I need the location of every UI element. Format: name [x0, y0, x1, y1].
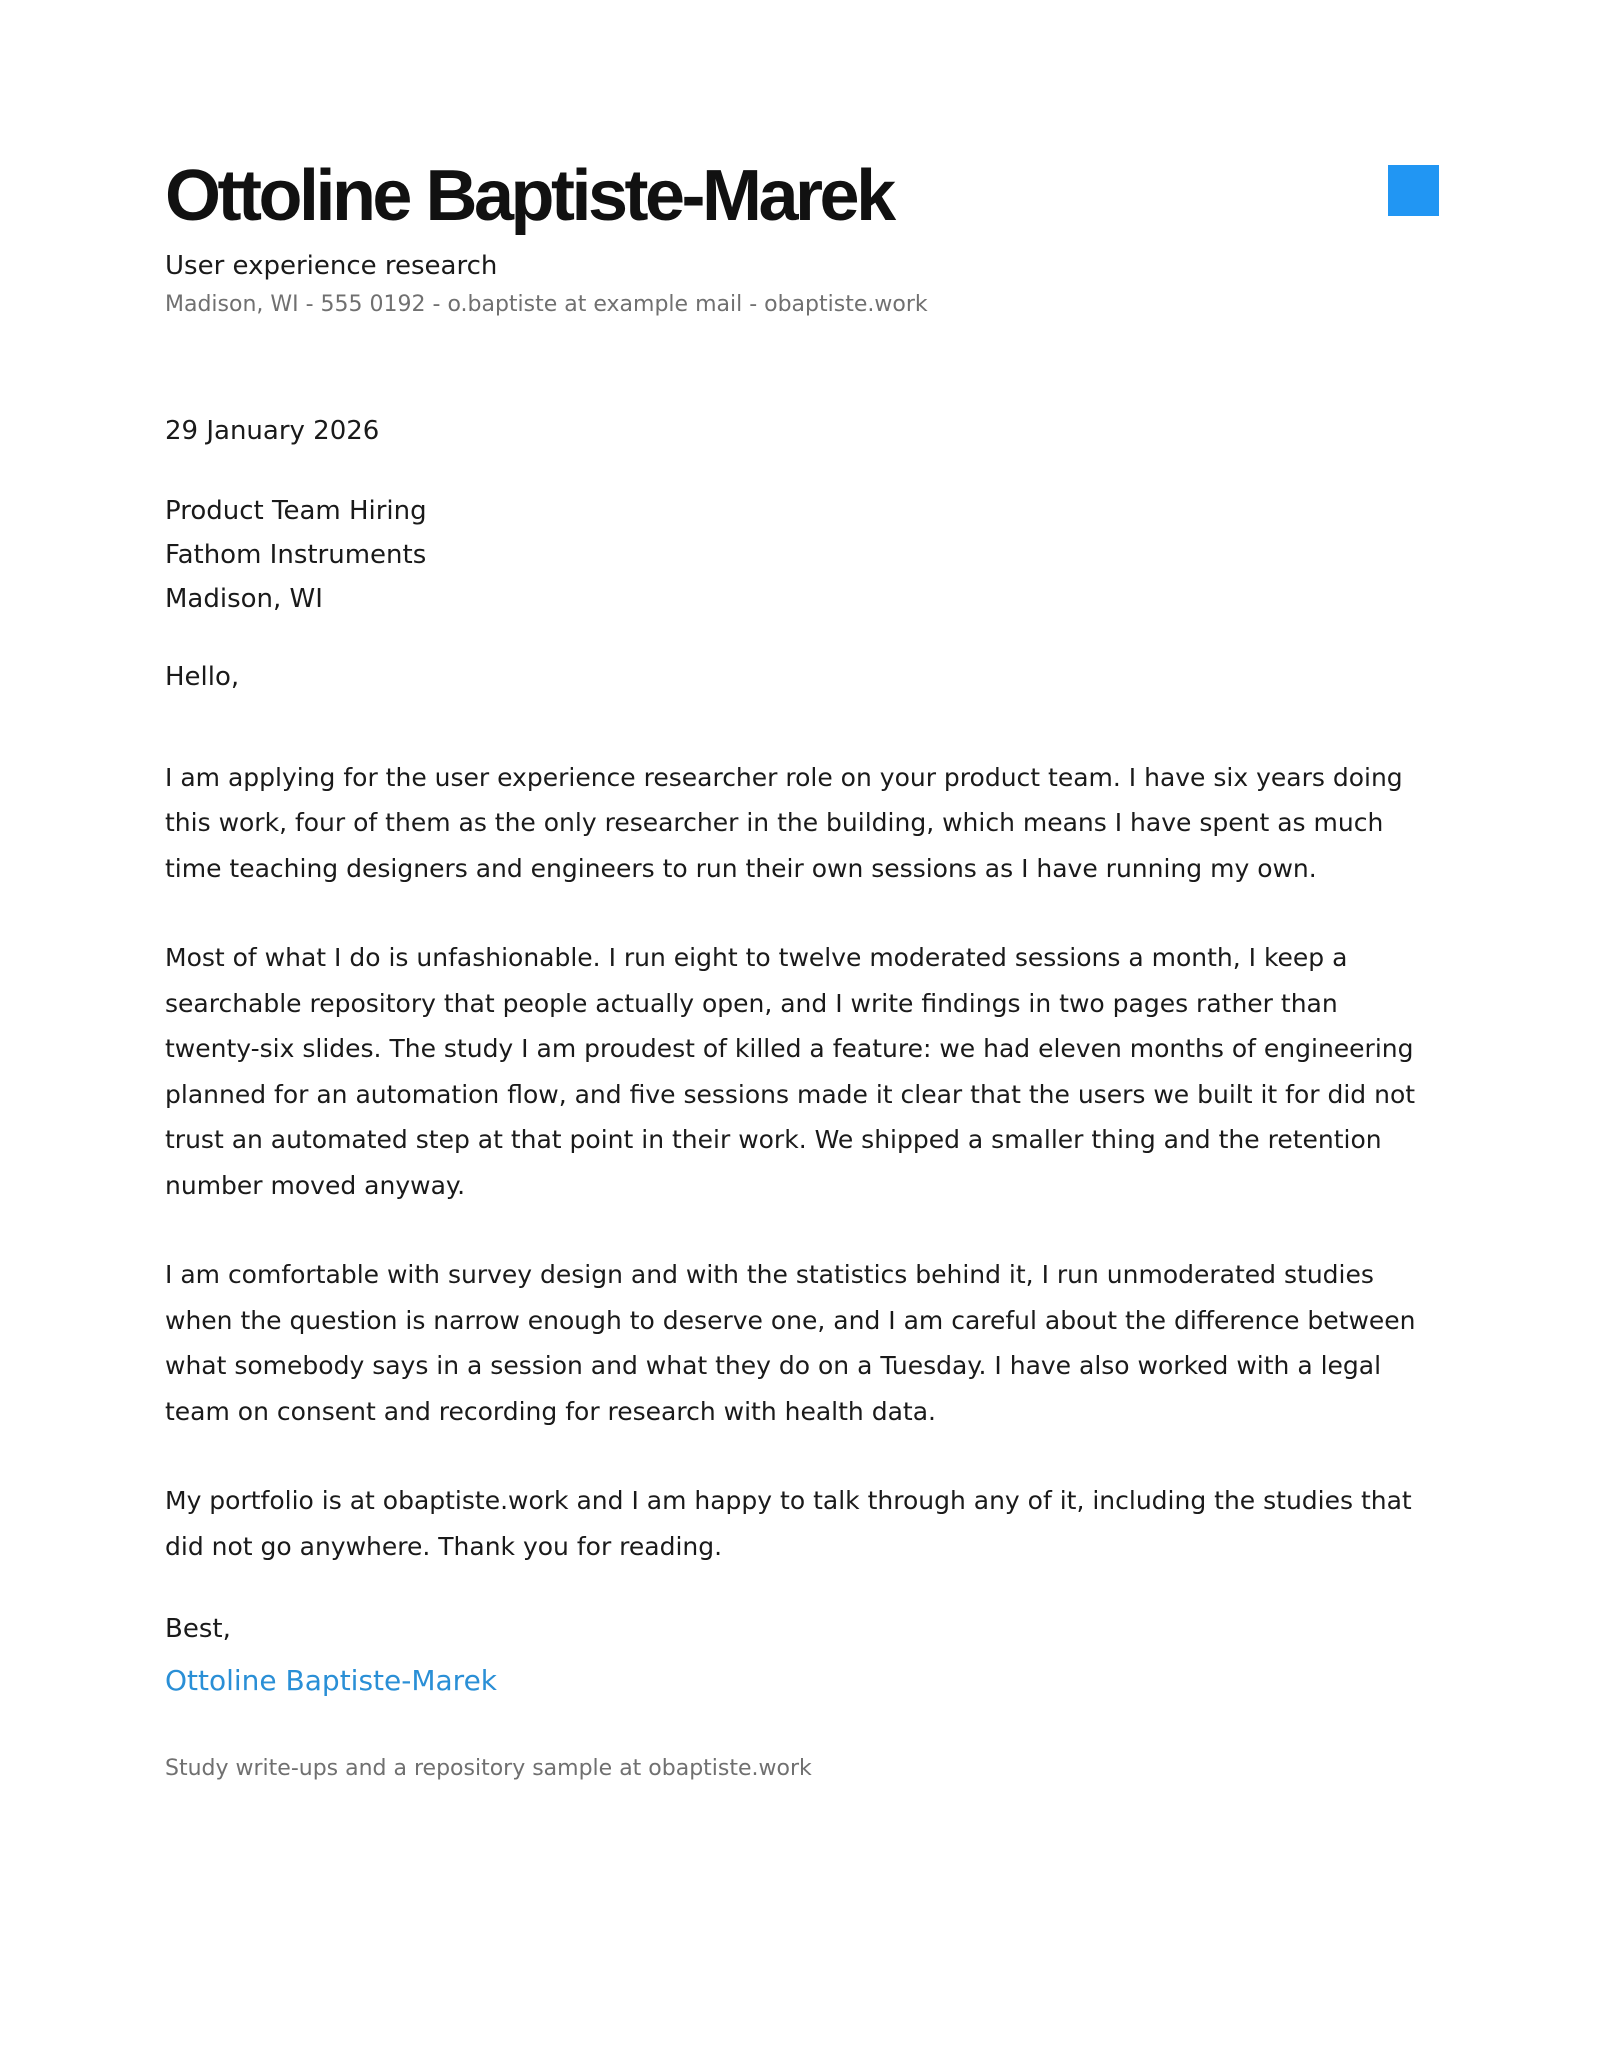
footer-note: Study write-ups and a repository sample at obaptiste.work: [165, 1756, 812, 1782]
greeting: Hello,: [165, 661, 240, 692]
applicant-role: User experience research: [165, 251, 498, 281]
applicant-name: Ottoline Baptiste-Marek: [165, 156, 893, 236]
cover-letter: [165, 156, 1440, 1784]
recipient-line: Fathom Instruments: [165, 539, 427, 570]
closing: Best,: [165, 1614, 231, 1645]
signature: Ottoline Baptiste-Marek: [165, 1663, 498, 1697]
recipient-line: Product Team Hiring: [165, 495, 427, 526]
letter-body: [165, 755, 1440, 1570]
letter-date: 29 January 2026: [165, 416, 380, 447]
body-paragraph: I am comfortable with survey design and with the statistics behind it, I run unmoderated studies when the question is narrow enough to deserve one, and I am careful about the difference between what somebody says in a session and what they do on a Tuesday. I have also worked with a legal team on consent and recording for research with health data.: [165, 1260, 1416, 1426]
recipient-line: Madison, WI: [165, 583, 323, 614]
recipient-block: [165, 489, 1440, 621]
body-paragraph: I am applying for the user experience researcher role on your product team. I have six years doing this work, four of them as the only researcher in the building, which means I have spent as much time teaching designers and engineers to run their own sessions as I have running my own.: [165, 762, 1403, 883]
body-paragraph: Most of what I do is unfashionable. I run eight to twelve moderated sessions a month, I keep a searchable repository that people actually open, and I write findings in two pages rather than twenty-six slides. The study I am proudest of killed a feature: we had eleven months of engineering planned for an automation flow, and five sessions made it clear that the users we built it for did not trust an automated step at that point in their work. We shipped a smaller thing and the retention number moved anyway.: [165, 943, 1416, 1200]
contact-line: Madison, WI - 555 0192 - o.baptiste at example mail - obaptiste.work: [165, 291, 928, 317]
body-paragraph: My portfolio is at obaptiste.work and I am happy to talk through any of it, including the studies that did not go anywhere. Thank you for reading.: [165, 1486, 1412, 1561]
